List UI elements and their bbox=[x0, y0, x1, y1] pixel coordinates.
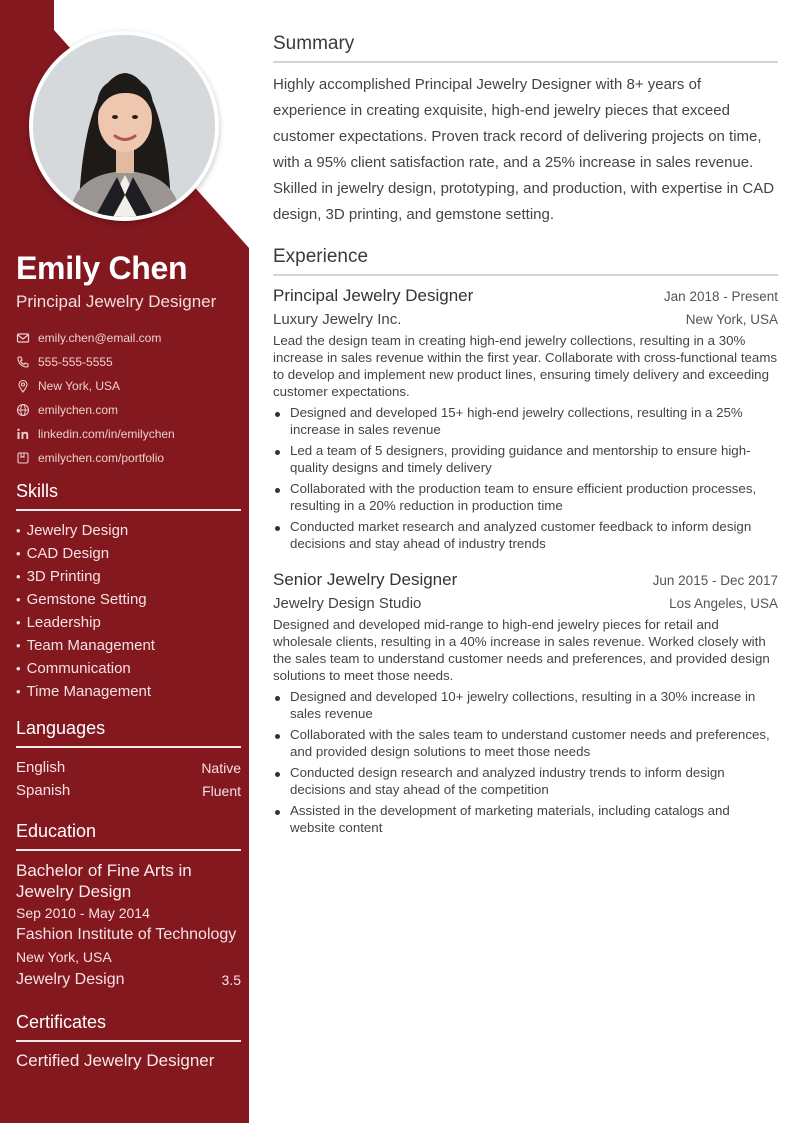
contact-website[interactable] bbox=[16, 398, 241, 422]
job-role: Senior Jewelry Designer bbox=[273, 570, 458, 589]
contact-portfolio-text: emilychen.com/portfolio bbox=[38, 451, 165, 465]
job-dates: Jun 2015 - Dec 2017 bbox=[652, 573, 778, 588]
location-icon bbox=[16, 379, 30, 393]
job-location: New York, USA bbox=[685, 312, 778, 327]
education-heading: Education bbox=[16, 821, 241, 851]
contact-linkedin-text: linkedin.com/in/emilychen bbox=[38, 427, 175, 441]
job-entry bbox=[273, 286, 778, 556]
globe-icon bbox=[16, 403, 30, 417]
job-bullet: Conducted design research and analyzed industry trends to inform design decisions and stay ahead of the competition bbox=[273, 764, 778, 798]
skill-item: • Communication bbox=[16, 657, 241, 680]
profile-photo-frame bbox=[29, 31, 219, 221]
skill-item: • Leadership bbox=[16, 611, 241, 634]
email-icon bbox=[16, 331, 30, 345]
education-field: Jewelry Design bbox=[16, 971, 125, 988]
skills-section bbox=[16, 481, 241, 703]
education-school: Fashion Institute of Technology bbox=[16, 926, 237, 943]
job-bullet: Conducted market research and analyzed customer feedback to inform design decisions and stay ahead of industry trends bbox=[273, 518, 778, 552]
job-bullet: Led a team of 5 designers, providing guidance and mentorship to ensure high-quality designs and timely delivery bbox=[273, 442, 778, 476]
education-field-row bbox=[16, 968, 241, 992]
contact-email[interactable] bbox=[16, 326, 241, 350]
contact-list bbox=[16, 326, 241, 470]
languages-section bbox=[16, 718, 241, 802]
skills-heading: Skills bbox=[16, 481, 241, 511]
contact-linkedin[interactable] bbox=[16, 422, 241, 446]
skill-item: • CAD Design bbox=[16, 542, 241, 565]
skill-item: • Team Management bbox=[16, 634, 241, 657]
job-entry bbox=[273, 570, 778, 840]
certificates-heading: Certificates bbox=[16, 1012, 241, 1042]
job-description: Lead the design team in creating high-end jewelry collections, resulting in a 30% increase in sales revenue within the first year. Collaborate with cross-functional teams to develop and implement new product lines, ensuring timely delivery and exceeding customer expectations. bbox=[273, 333, 778, 399]
summary-heading: Summary bbox=[273, 33, 778, 63]
phone-icon bbox=[16, 355, 30, 369]
language-row bbox=[16, 779, 241, 802]
job-role: Principal Jewelry Designer bbox=[273, 286, 474, 305]
skill-item: • Time Management bbox=[16, 680, 241, 703]
job-company: Luxury Jewelry Inc. bbox=[273, 311, 402, 328]
skill-item: • Gemstone Setting bbox=[16, 588, 241, 611]
job-bullets bbox=[273, 404, 778, 552]
education-degree: Bachelor of Fine Arts in Jewelry Design bbox=[16, 861, 192, 901]
job-description: Designed and developed mid-range to high-end jewelry pieces for retail and wholesale clients, resulting in a 40% increase in sales revenue. Worked closely with the sales team to understand customer needs and preferences, and provided design solutions to meet those needs. bbox=[273, 617, 770, 683]
job-bullet: Designed and developed 10+ jewelry collections, resulting in a 30% increase in sales revenue bbox=[273, 688, 778, 722]
skills-list bbox=[16, 519, 241, 703]
job-dates: Jan 2018 - Present bbox=[663, 289, 778, 304]
job-location: Los Angeles, USA bbox=[669, 596, 778, 611]
profile-photo bbox=[33, 35, 215, 217]
candidate-name: Emily Chen bbox=[16, 250, 188, 286]
education-section bbox=[16, 821, 241, 992]
languages-heading: Languages bbox=[16, 718, 241, 748]
skill-item: • Jewelry Design bbox=[16, 519, 241, 542]
language-name: English bbox=[16, 759, 66, 776]
experience-heading: Experience bbox=[273, 246, 778, 276]
certificates-section bbox=[16, 1012, 241, 1071]
job-bullet: Collaborated with the sales team to understand customer needs and preferences, and provided design solutions to meet those needs bbox=[273, 726, 778, 760]
contact-website-text: emilychen.com bbox=[38, 403, 119, 417]
certificate-item: Certified Jewelry Designer bbox=[16, 1051, 215, 1070]
job-bullet: Collaborated with the production team to ensure efficient production processes, resulting in a 20% reduction in production time bbox=[273, 480, 778, 514]
skill-item: • 3D Printing bbox=[16, 565, 241, 588]
linkedin-icon bbox=[16, 427, 30, 441]
contact-phone[interactable] bbox=[16, 350, 241, 374]
education-dates: Sep 2010 - May 2014 bbox=[16, 905, 150, 921]
job-bullets bbox=[273, 688, 778, 836]
contact-email-text: emily.chen@email.com bbox=[38, 331, 162, 345]
language-level: Native bbox=[201, 759, 241, 776]
job-company: Jewelry Design Studio bbox=[273, 595, 422, 612]
job-bullet: Assisted in the development of marketing materials, including catalogs and website content bbox=[273, 802, 778, 836]
language-level: Fluent bbox=[202, 782, 241, 799]
language-name: Spanish bbox=[16, 782, 71, 799]
contact-location bbox=[16, 374, 241, 398]
language-row bbox=[16, 756, 241, 779]
contact-phone-text: 555-555-5555 bbox=[38, 355, 113, 369]
summary-text: Highly accomplished Principal Jewelry Designer with 8+ years of experience in creating exquisite, high-end jewelry pieces that exceed customer expectations. Proven track record of delivering projects on time, with a 95% client satisfaction rate, and a 25% increase in sales revenue. Skilled in jewelry design, prototyping, and production, with expertise in CAD design, 3D printing, and gemstone setting. bbox=[273, 76, 775, 223]
candidate-title: Principal Jewelry Designer bbox=[16, 292, 217, 311]
portfolio-icon bbox=[16, 451, 30, 465]
job-bullet: Designed and developed 15+ high-end jewelry collections, resulting in a 25% increase in sales revenue bbox=[273, 404, 778, 438]
education-location: New York, USA bbox=[16, 949, 112, 965]
contact-portfolio[interactable] bbox=[16, 446, 241, 470]
contact-location-text: New York, USA bbox=[38, 379, 121, 393]
education-gpa: 3.5 bbox=[221, 972, 241, 988]
